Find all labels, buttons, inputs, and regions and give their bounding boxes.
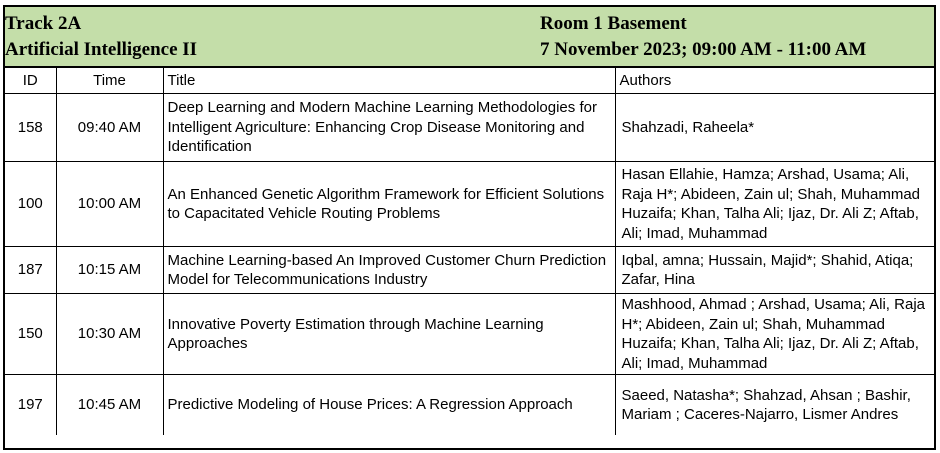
paper-authors: Iqbal, amna; Hussain, Majid*; Shahid, Atiqa; Zafar, Hina <box>615 247 934 294</box>
paper-id: 158 <box>5 94 56 162</box>
session-schedule <box>3 5 936 450</box>
table-row <box>5 94 934 162</box>
table-header-row <box>5 68 934 94</box>
paper-authors: Shahzadi, Raheela* <box>615 94 934 162</box>
paper-time: 10:15 AM <box>56 247 163 294</box>
paper-id: 197 <box>5 375 56 436</box>
paper-id: 150 <box>5 294 56 375</box>
paper-id: 187 <box>5 247 56 294</box>
column-header-time: Time <box>56 68 163 94</box>
column-header-title: Title <box>163 68 615 94</box>
paper-time: 10:45 AM <box>56 375 163 436</box>
papers-table <box>5 68 934 435</box>
paper-authors: Mashhood, Ahmad ; Arshad, Usama; Ali, Raja H*; Abideen, Zain ul; Shah, Muhammad Huzaifa; Khan, Talha Ali; Ijaz, Dr. Ali Z; Aftab, Ali; Imad, Muhammad <box>615 294 934 375</box>
session-header <box>5 7 934 68</box>
column-header-id: ID <box>5 68 56 94</box>
table-row <box>5 247 934 294</box>
paper-time: 09:40 AM <box>56 94 163 162</box>
room-label: Room 1 Basement <box>540 13 687 34</box>
paper-authors: Saeed, Natasha*; Shahzad, Ahsan ; Bashir, Mariam ; Caceres-Najarro, Lismer Andres <box>615 375 934 436</box>
paper-title: Predictive Modeling of House Prices: A Regression Approach <box>163 375 615 436</box>
paper-title: Deep Learning and Modern Machine Learning Methodologies for Intelligent Agriculture: Enhancing Crop Disease Monitoring and Identification <box>163 94 615 162</box>
paper-time: 10:00 AM <box>56 162 163 247</box>
table-row <box>5 375 934 436</box>
track-label: Track 2A <box>5 13 82 34</box>
track-name: Artificial Intelligence II <box>5 39 198 60</box>
column-header-authors: Authors <box>615 68 934 94</box>
paper-title: Machine Learning-based An Improved Customer Churn Prediction Model for Telecommunications Industry <box>163 247 615 294</box>
paper-title: Innovative Poverty Estimation through Machine Learning Approaches <box>163 294 615 375</box>
paper-time: 10:30 AM <box>56 294 163 375</box>
paper-authors: Hasan Ellahie, Hamza; Arshad, Usama; Ali, Raja H*; Abideen, Zain ul; Shah, Muhammad Huzaifa; Khan, Talha Ali; Ijaz, Dr. Ali Z; Aftab, Ali; Imad, Muhammad <box>615 162 934 247</box>
table-row <box>5 294 934 375</box>
paper-title: An Enhanced Genetic Algorithm Framework for Efficient Solutions to Capacitated Vehicle Routing Problems <box>163 162 615 247</box>
table-row <box>5 162 934 247</box>
session-datetime: 7 November 2023; 09:00 AM - 11:00 AM <box>540 39 867 60</box>
paper-id: 100 <box>5 162 56 247</box>
